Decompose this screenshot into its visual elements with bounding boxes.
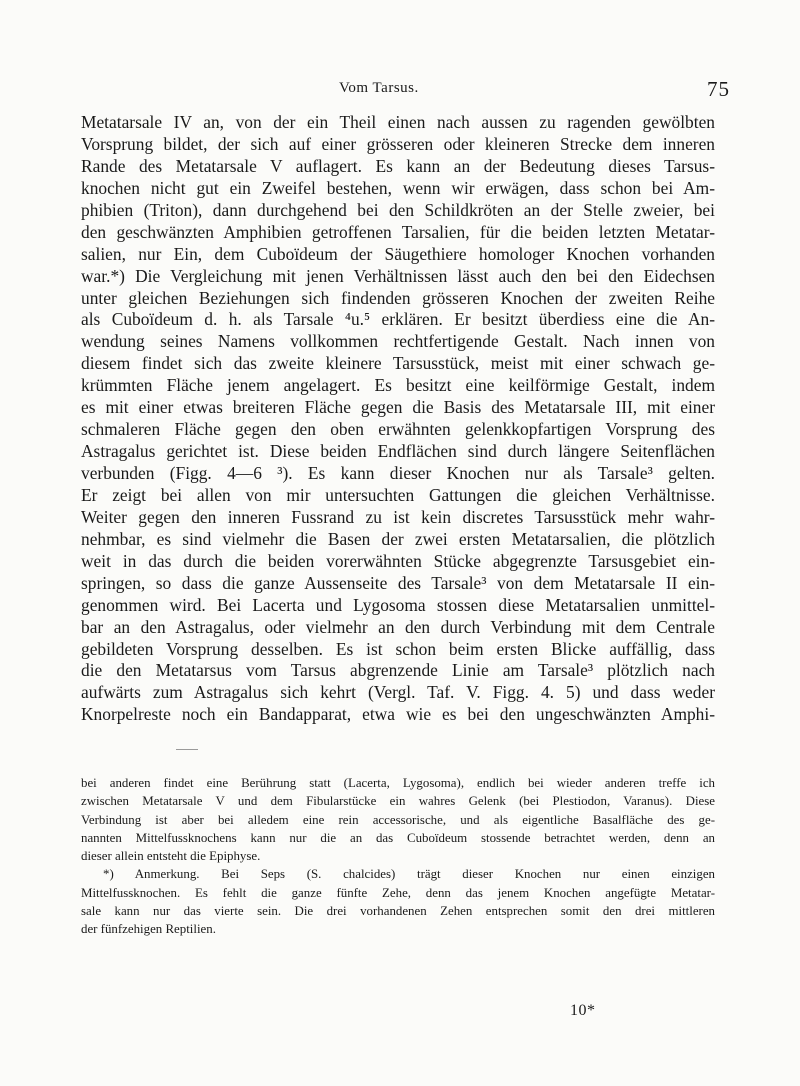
body-line: diesem findet sich das zweite kleinere Tarsusstück, meist mit einer schwach ge- [81, 353, 715, 374]
body-line: als Cuboïdeum d. h. als Tarsale ⁴u.⁵ erklären. Er besitzt überdiess eine die An- [81, 309, 715, 330]
body-line: bar an den Astragalus, oder vielmehr an den durch Verbindung mit dem Centrale [81, 616, 715, 637]
body-line: wendung seines Namens vollkommen rechtfertigende Gestalt. Nach innen von [81, 331, 715, 352]
footnote-line: bei anderen findet eine Berührung statt (Lacerta, Lygosoma), endlich bei wieder anderen treffe ich [81, 776, 715, 790]
footnote-line: zwischen Metatarsale V und dem Fibularstücke ein wahres Gelenk (bei Plestiodon, Varanus). Diese [81, 794, 715, 809]
body-line: phibien (Triton), dann durchgehend bei den Schildkröten an der Stelle zweier, bei [81, 199, 715, 220]
body-line: salien, nur Ein, dem Cuboïdeum der Säugethiere homologer Knochen vorhanden [81, 243, 715, 264]
footnotes [81, 774, 715, 938]
running-head [0, 77, 800, 104]
body-line: die den Metatarsus vom Tarsus abgrenzende Linie am Tarsale³ plötzlich nach [81, 660, 715, 681]
body-line: Er zeigt bei allen von mir untersuchten Gattungen die gleichen Verhältnisse. [81, 484, 715, 505]
footnote-line: sale kann nur das vierte sein. Die drei vorhandenen Zehen entsprechen somit den drei mittleren [81, 903, 715, 918]
body-line: es mit einer etwas breiteren Fläche gegen die Basis des Metatarsale III, mit einer [81, 397, 715, 418]
body-line: Rande des Metatarsale V auflagert. Es kann an der Bedeutung dieses Tarsus- [81, 155, 715, 176]
body-line: aufwärts zum Astragalus sich kehrt (Vergl. Taf. V. Figg. 4. 5) und dass weder [81, 682, 715, 703]
body-line: verbunden (Figg. 4—6 ³). Es kann dieser Knochen nur als Tarsale³ gelten. [81, 463, 715, 483]
signature-mark: 10* [570, 1002, 596, 1019]
body-line: Knorpelreste noch ein Bandapparat, etwa wie es bei den ungeschwänzten Amphi- [81, 704, 715, 725]
footnote-line: der fünfzehigen Reptilien. [81, 922, 216, 936]
body-line: Metatarsale IV an, von der ein Theil einen nach aussen zu ragenden gewölbten [81, 112, 715, 132]
footnote-line: Mittelfussknochen. Es fehlt die ganze fünfte Zehe, denn das jenem Knochen angefügte Metatar- [81, 885, 715, 900]
footnote-line: Verbindung ist aber bei alledem eine rein accessorische, und als eigentliche Basalfläche des ge- [81, 812, 715, 827]
body-line: schmaleren Fläche gegen den oben erwähnten gelenkkopfartigen Vorsprung des [81, 419, 715, 440]
body-line: Weiter gegen den inneren Fussrand zu ist kein discretes Tarsusstück mehr wahr- [81, 506, 715, 527]
body-line: den geschwänzten Amphibien getroffenen Tarsalien, für die beiden letzten Metatar- [81, 221, 715, 242]
body-line: war.*) Die Vergleichung mit jenen Verhältnissen lässt auch den bei den Eidechsen [81, 265, 715, 286]
body-line: genommen wird. Bei Lacerta und Lygosoma stossen diese Metatarsalien unmittel- [81, 594, 715, 615]
footnote-line: nannten Mittelfussknochens kann nur die an das Cuboïdeum stossende betrachtet werden, denn an [81, 830, 715, 845]
body-line: springen, so dass die ganze Aussenseite des Tarsale³ von dem Metatarsale II ein- [81, 572, 715, 593]
body-line: gebildeten Vorsprung desselben. Es ist schon beim ersten Blicke auffällig, dass [81, 638, 715, 659]
footnote-line: *) Anmerkung. Bei Seps (S. chalcides) trägt dieser Knochen nur einen einzigen [103, 867, 715, 882]
footnote-line: dieser allein entsteht die Epiphyse. [81, 849, 261, 863]
body-line: weit in das durch die beiden vorerwähnten Stücke abgegrenzte Tarsusgebiet ein- [81, 550, 715, 571]
body-text [81, 112, 715, 726]
footnote-rule [176, 749, 198, 750]
body-line: nehmbar, es sind vielmehr die Basen der zwei ersten Metatarsalien, die plötzlich [81, 528, 715, 549]
body-line: knochen nicht gut ein Zweifel bestehen, wenn wir erwägen, dass schon bei Am- [81, 177, 715, 198]
running-title: Vom Tarsus. [339, 80, 419, 96]
body-line: krümmten Fläche jenem angelagert. Es besitzt eine keilförmige Gestalt, indem [81, 375, 715, 396]
page-number: 75 [707, 77, 730, 101]
body-line: Astragalus gerichtet ist. Diese beiden Endflächen sind durch längere Seitenflächen [81, 441, 715, 462]
body-line: Vorsprung bildet, der sich auf einer grösseren oder kleineren Strecke dem inneren [81, 133, 715, 154]
body-line: unter gleichen Beziehungen sich findenden grösseren Knochen der zweiten Reihe [81, 287, 715, 308]
